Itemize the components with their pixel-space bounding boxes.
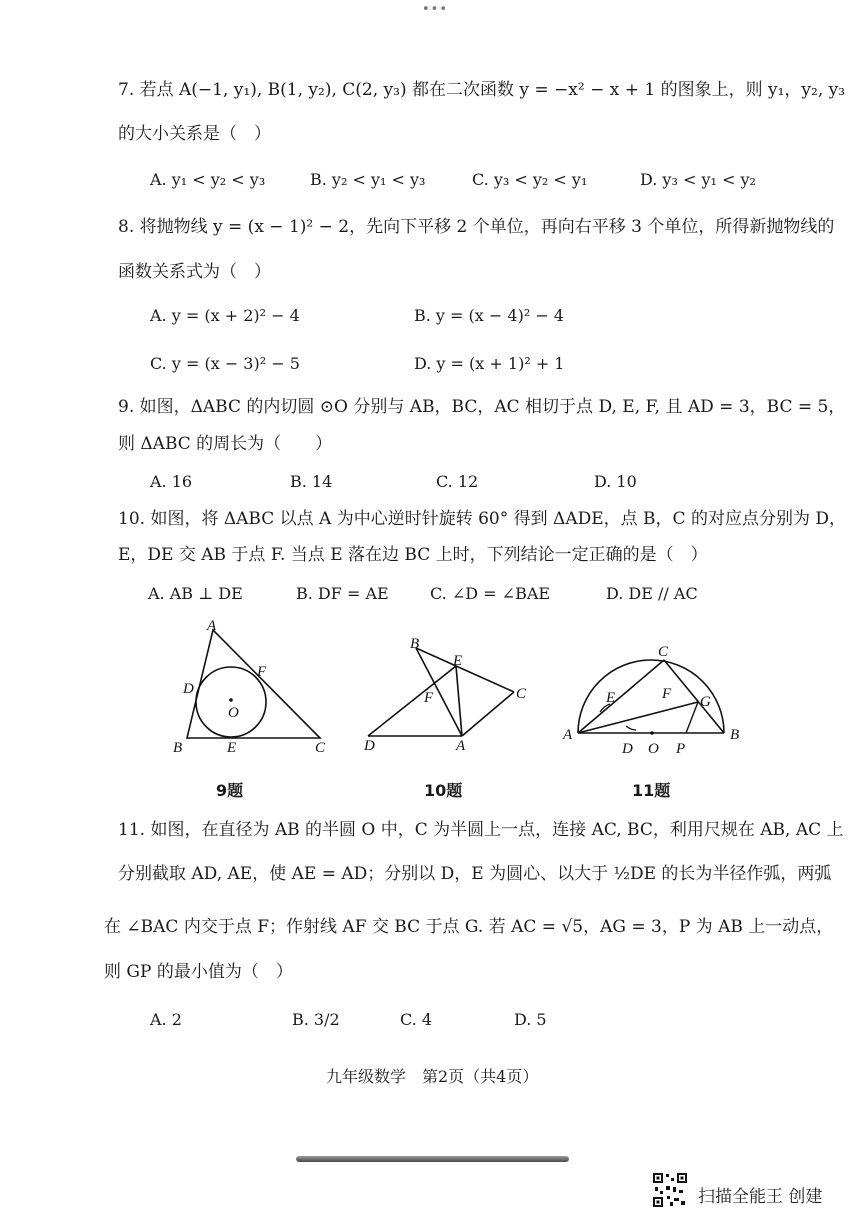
q10-option-c: C. ∠D = ∠BAE xyxy=(430,584,551,603)
fig11-label-p: P xyxy=(676,741,686,757)
figure-9-incircle xyxy=(165,618,335,758)
figure-11-semicircle xyxy=(560,636,760,761)
fig10-label-e: E xyxy=(453,653,463,669)
q8-option-c: C. y = (x − 3)² − 5 xyxy=(150,354,300,373)
q8-stem-line2: 函数关系式为（ ） xyxy=(118,262,271,282)
fig10-label-a: A xyxy=(456,738,466,754)
q7-option-d: D. y₃ < y₁ < y₂ xyxy=(640,170,756,189)
figure-11-caption: 11题 xyxy=(632,781,671,800)
q11-stem-line4: 则 GP 的最小值为（ ） xyxy=(104,962,293,982)
fig11-label-f: F xyxy=(662,686,672,702)
fig10-label-d: D xyxy=(364,738,375,754)
q8-stem-line1: 8. 将抛物线 y = (x − 1)² − 2，先向下平移 2 个单位，再向右平移 3 个单位，所得新抛物线的 xyxy=(118,217,835,237)
q10-option-b: B. DF = AE xyxy=(296,584,389,603)
home-indicator-bar[interactable] xyxy=(296,1156,569,1162)
fig9-label-e: E xyxy=(227,740,237,756)
q9-option-d: D. 10 xyxy=(594,472,637,491)
fig11-label-a: A xyxy=(563,727,573,743)
q7-option-c: C. y₃ < y₂ < y₁ xyxy=(472,170,588,189)
figure-10-rotation xyxy=(358,630,538,755)
fig11-label-e: E xyxy=(606,690,616,706)
q9-option-c: C. 12 xyxy=(436,472,479,491)
fig11-label-d: D xyxy=(622,741,633,757)
fig11-label-c: C xyxy=(658,644,669,660)
fig11-label-g: G xyxy=(700,694,711,710)
q11-option-d: D. 5 xyxy=(514,1010,547,1029)
figure-10-caption: 10题 xyxy=(424,781,463,800)
q7-stem-line1: 7. 若点 A(−1, y₁), B(1, y₂), C(2, y₃) 都在二次函数 y = −x² − x + 1 的图象上，则 y₁，y₂, y₃ xyxy=(118,80,846,100)
q9-stem-line2: 则 ΔABC 的周长为（ ） xyxy=(118,434,333,454)
fig9-label-a: A xyxy=(207,618,217,634)
fig10-label-c: C xyxy=(516,686,527,702)
q9-option-a: A. 16 xyxy=(150,472,193,491)
q10-option-a: A. AB ⊥ DE xyxy=(148,584,243,603)
fig11-label-o: O xyxy=(648,741,659,757)
q11-stem-line3: 在 ∠BAC 内交于点 F；作射线 AF 交 BC 于点 G. 若 AC = √5，AG = 3，P 为 AB 上一动点， xyxy=(104,917,834,937)
fig11-label-b: B xyxy=(730,727,740,743)
top-indicator: ••• xyxy=(422,2,449,17)
q8-option-d: D. y = (x + 1)² + 1 xyxy=(414,354,565,373)
fig9-label-o: O xyxy=(228,705,239,721)
q9-option-b: B. 14 xyxy=(290,472,333,491)
q10-stem-line1: 10. 如图，将 ΔABC 以点 A 为中心逆时针旋转 60° 得到 ΔADE，点 B，C 的对应点分别为 D， xyxy=(118,509,846,529)
fig9-label-b: B xyxy=(173,740,183,756)
q11-option-b: B. 3/2 xyxy=(292,1010,340,1029)
q10-option-d: D. DE // AC xyxy=(606,584,698,603)
center-dot xyxy=(229,698,233,702)
q11-option-a: A. 2 xyxy=(150,1010,182,1029)
incircle-o xyxy=(196,667,266,737)
fig10-label-b: B xyxy=(410,636,420,652)
fig9-label-c: C xyxy=(315,740,326,756)
figure-9-caption: 9题 xyxy=(216,781,244,800)
page-footer: 九年级数学 第2页（共4页） xyxy=(326,1067,539,1086)
triangle-abc xyxy=(187,630,320,738)
q11-stem-line2: 分别截取 AD, AE，使 AE = AD；分别以 D，E 为圆心、以大于 ½DE 的长为半径作弧，两弧 xyxy=(118,864,832,884)
fig9-label-d: D xyxy=(183,681,194,697)
q10-stem-line2: E，DE 交 AB 于点 F. 当点 E 落在边 BC 上时，下列结论一定正确的是（ ） xyxy=(118,545,708,565)
q8-option-a: A. y = (x + 2)² − 4 xyxy=(150,306,300,325)
q11-stem-line1: 11. 如图，在直径为 AB 的半圆 O 中，C 为半圆上一点，连接 AC, BC，利用尺规在 AB, AC 上 xyxy=(118,820,844,840)
q7-option-b: B. y₂ < y₁ < y₃ xyxy=(310,170,426,189)
fig10-label-f: F xyxy=(424,690,434,706)
scanner-watermark: 扫描全能王 创建 xyxy=(698,1187,823,1207)
q11-option-c: C. 4 xyxy=(400,1010,433,1029)
q9-stem-line1: 9. 如图，ΔABC 的内切圆 ⊙O 分别与 AB，BC，AC 相切于点 D, E, F, 且 AD = 3，BC = 5， xyxy=(118,397,846,417)
qr-code-icon xyxy=(652,1172,688,1208)
q7-option-a: A. y₁ < y₂ < y₃ xyxy=(150,170,266,189)
q8-option-b: B. y = (x − 4)² − 4 xyxy=(414,306,564,325)
q7-stem-line2: 的大小关系是（ ） xyxy=(118,124,271,144)
fig9-label-f: F xyxy=(257,664,267,680)
